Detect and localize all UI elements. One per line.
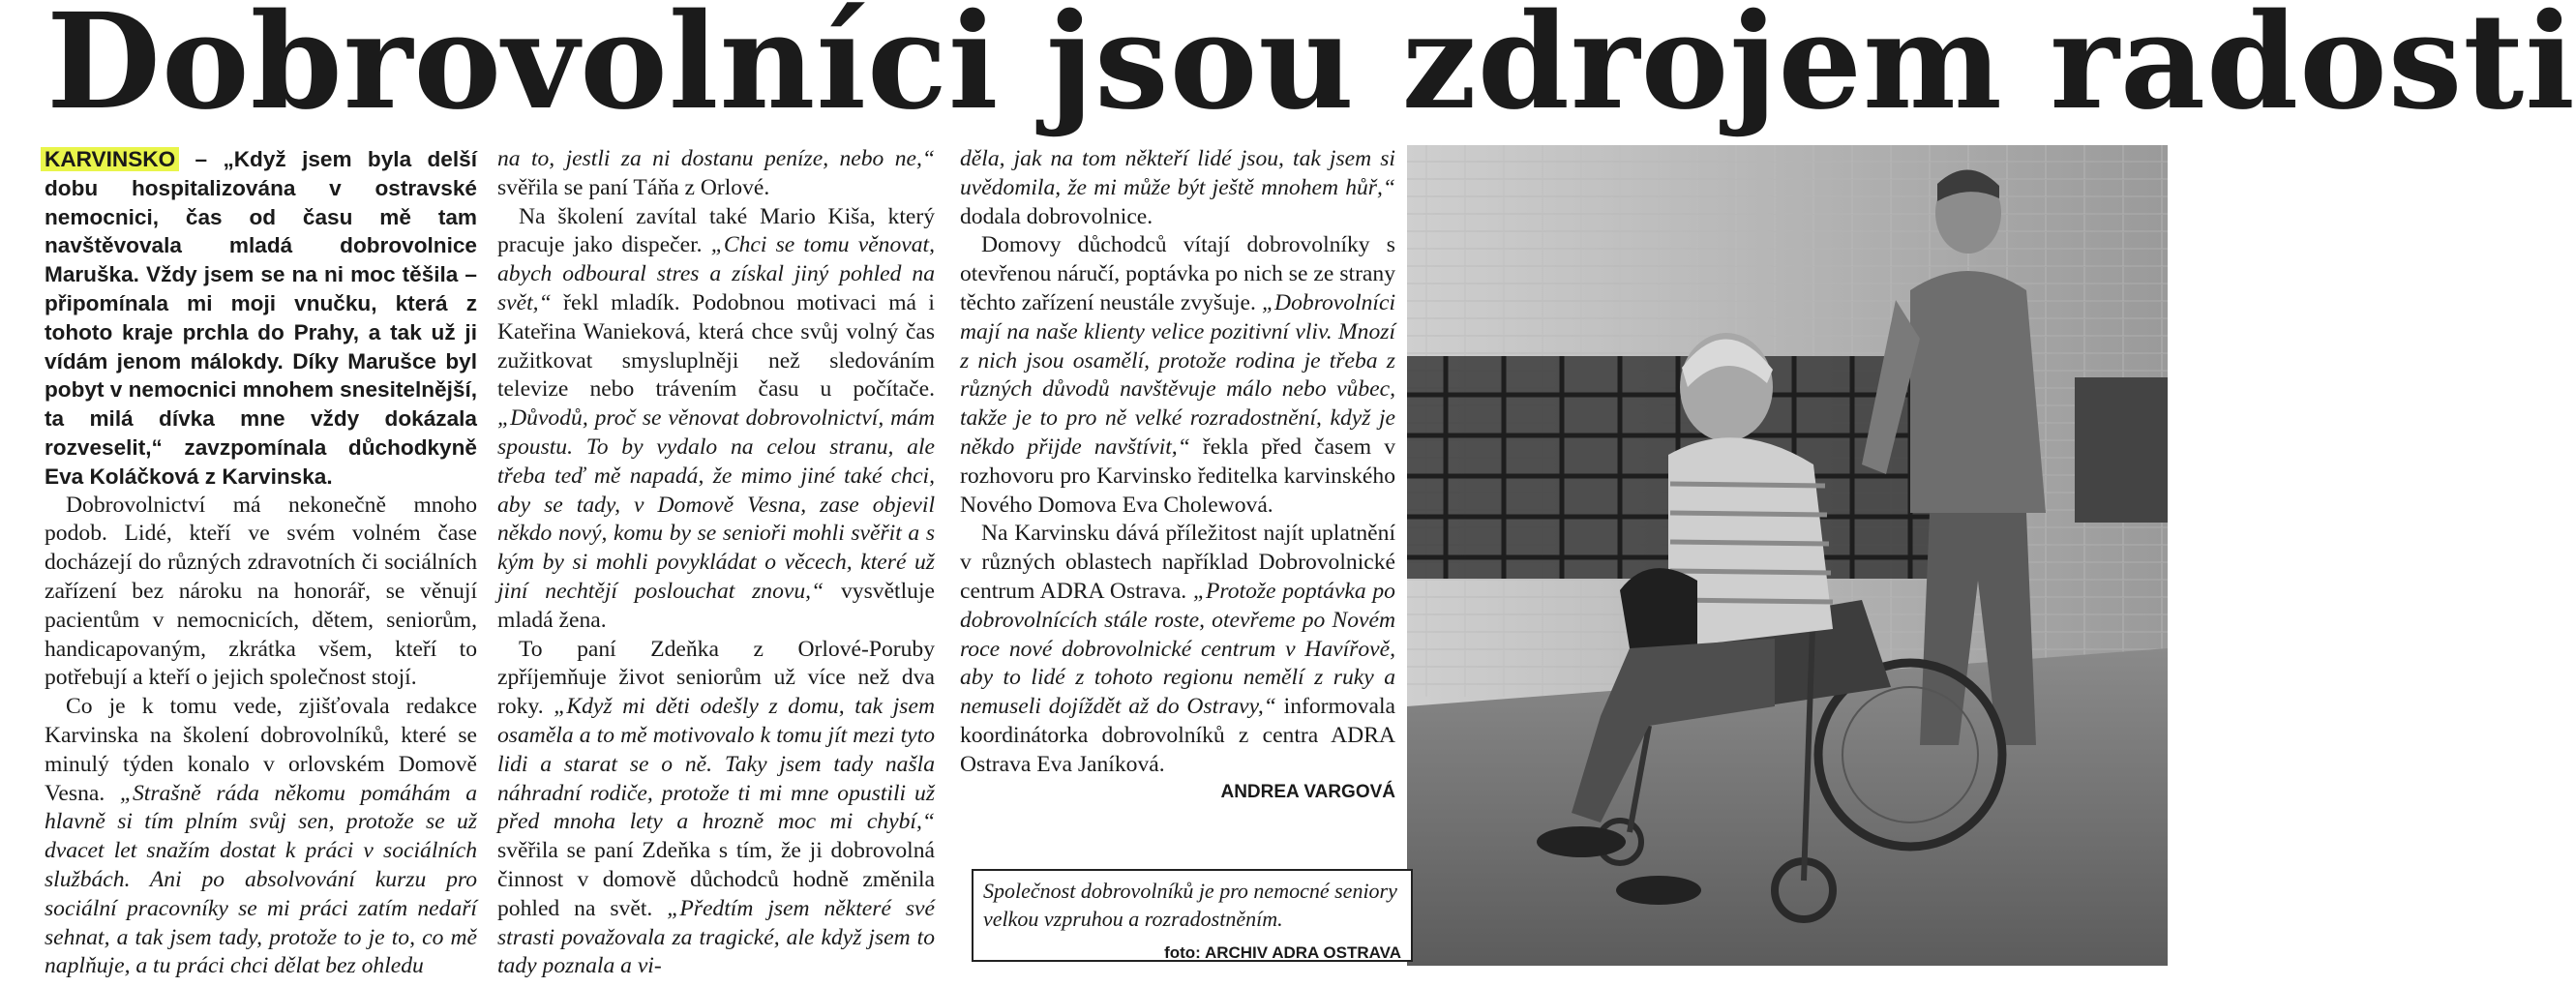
photo-credit: foto: ARCHIV ADRA OSTRAVA <box>1164 943 1401 962</box>
author-byline: ANDREA VARGOVÁ <box>1220 781 1395 802</box>
article-column-3 <box>960 145 1395 806</box>
paragraph-text: Co je k tomu vede, zjišťovala redakce Karvinska na školení dobrovolníků, které se minulý týden konalo v orlovském Domově Vesna. <box>45 694 477 806</box>
paragraph-text: To paní Zdeňka z Orlové-Poruby zpříjemňuje život seniorům už více než dva roky. <box>497 636 935 720</box>
paragraph-text: vysvětluje mladá žena. <box>497 578 935 633</box>
quote-text: „Předtím jsem některé své strasti považovala za tragické, ale když jsem to tady poznala a vi- <box>497 895 935 979</box>
paragraph-text: řekla před časem v rozhovoru pro Karvinsko ředitelka karvinského Nového Domova Eva Cholewová. <box>960 434 1395 518</box>
paragraph-text: informovala koordinátorka dobrovolníků z centra ADRA Ostrava Eva Janíková. <box>960 694 1395 777</box>
paragraph <box>960 145 1395 231</box>
quote-text: na to, jestli za ni dostanu peníze, nebo ne,“ <box>497 146 935 171</box>
paragraph <box>497 636 935 982</box>
quote-text: „Chci se tomu věnovat, abych odboural stres a získal jiný pohled na svět,“ <box>497 232 935 315</box>
paragraph-text: Na Karvinsku dává příležitost najít uplatnění v různých oblastech například Dobrovolnické centrum ADRA Ostrava. <box>960 521 1395 604</box>
paragraph <box>45 693 477 981</box>
article-column-2 <box>497 145 935 981</box>
article-column-1 <box>45 145 477 981</box>
quote-text: „Když mi děti odešly z domu, tak jsem osaměla a to mě motivovalo k tomu jít mezi tyto lidi a starat se o ně. Taky jsem tady našla náhradní rodiče, protože ti mi mne opustili už před mnoha lety a hrozně moc mi chybí,“ <box>497 694 935 835</box>
lead-paragraph <box>45 145 477 492</box>
paragraph-text: Na školení zavítal také Mario Kiša, který pracuje jako dispečer. <box>497 203 935 258</box>
paragraph <box>960 520 1395 779</box>
headline: Dobrovolníci jsou zdrojem radosti <box>46 0 2576 139</box>
paragraph-text: svěřila se paní Táňa z Orlové. <box>497 174 770 200</box>
paragraph-text: svěřila se paní Zdeňka s tím, že ji dobrovolná činnost v domově důchodců hodně změnila pohled na svět. <box>497 838 935 921</box>
quote-text: „Dobrovolníci mají na naše klienty velice pozitivní vliv. Mnozí z nich jsou osamělí, protože rodina je třeba z různých důvodů navštěvuje málo nebo vůbec, takže je to pro ně velké rozradostnění, když je někdo přijde navštívit,“ <box>960 289 1395 460</box>
article-photo <box>1407 145 2168 966</box>
dateline-highlighted: KARVINSKO <box>41 147 179 171</box>
paragraph-text: Domovy důchodců vítají dobrovolníky s otevřenou náručí, poptávka po nich se ze strany těchto zařízení neustále zvyšuje. <box>960 232 1395 315</box>
paragraph <box>497 145 935 203</box>
photo-caption <box>972 869 1413 962</box>
paragraph: Dobrovolnictví má nekonečně mnoho podob. Lidé, kteří ve svém volném čase docházejí do různých zdravotních či sociálních zařízení bez nároku na honorář, se věnují pacientům v nemocnicích, dětem, seniorům, handicapovaným, zkrátka všem, kteří to potřebují a kteří o jejich společnost stojí. <box>45 492 477 691</box>
quote-text: „Protože poptávka po dobrovolnících stále roste, otevřeme po Novém roce nové dobrovolnické centrum v Havířově, aby to lidé z tohoto regionu nemělí z ruky a nemuseli dojíždět až do Ostravy,“ <box>960 578 1395 720</box>
paragraph-text: dodala dobrovolnice. <box>960 203 1153 229</box>
paragraph <box>960 231 1395 520</box>
paragraph <box>497 203 935 636</box>
quote-text: děla, jak na tom někteří lidé jsou, tak jsem si uvědomila, že mi může být ještě mnohem hůř,“ <box>960 146 1395 200</box>
quote-text: „Strašně ráda někomu pomáhám a hlavně si tím plním svůj sen, protože se už dvacet let snažím dostat k práci v sociálních službách. Ani po absolvování kurzu pro sociální pracovníky se mi práci zatím nedaří sehnat, a tak jsem tady, protože to je to, co mě naplňuje, a tu práci chci dělat bez ohledu <box>45 780 477 979</box>
lead-text: – „Když jsem byla delší dobu hospitalizována v ostravské nemocnici, čas od času mě tam navštěvovala mladá dobrovolnice Maruška. Vždy jsem se na ni moc těšila – připomínala mi moji vnučku, která z tohoto kraje prchla do Prahy, a tak už ji vídám jenom málokdy. Díky Marušce byl pobyt v nemocnici mnohem snesitelnější, ta milá dívka mne vždy dokázala rozveselit,“ zavzpomínala důchodkyně Eva Koláčková z Karvinska. <box>45 147 477 489</box>
caption-text: Společnost dobrovolníků je pro nemocné seniory velkou vzpruhou a rozradostněním. <box>983 879 1397 931</box>
paragraph-text: řekl mladík. Podobnou motivaci má i Kateřina Wanieková, která chce svůj volný čas zužitkovat smysluplněji než sledováním televize nebo trávením času u počítače. <box>497 289 935 403</box>
quote-text: „Důvodů, proč se věnovat dobrovolnictví, mám spoustu. To by vydalo na celou stranu, ale třeba teď mě napadá, že mimo jiné také chci, aby se tady, v Domově Vesna, zase objevil někdo nový, komu by se senioři mohli svěřit a s kým by si mohli povykládat o věcech, které už jiní nechtějí poslouchat znovu,“ <box>497 405 935 604</box>
